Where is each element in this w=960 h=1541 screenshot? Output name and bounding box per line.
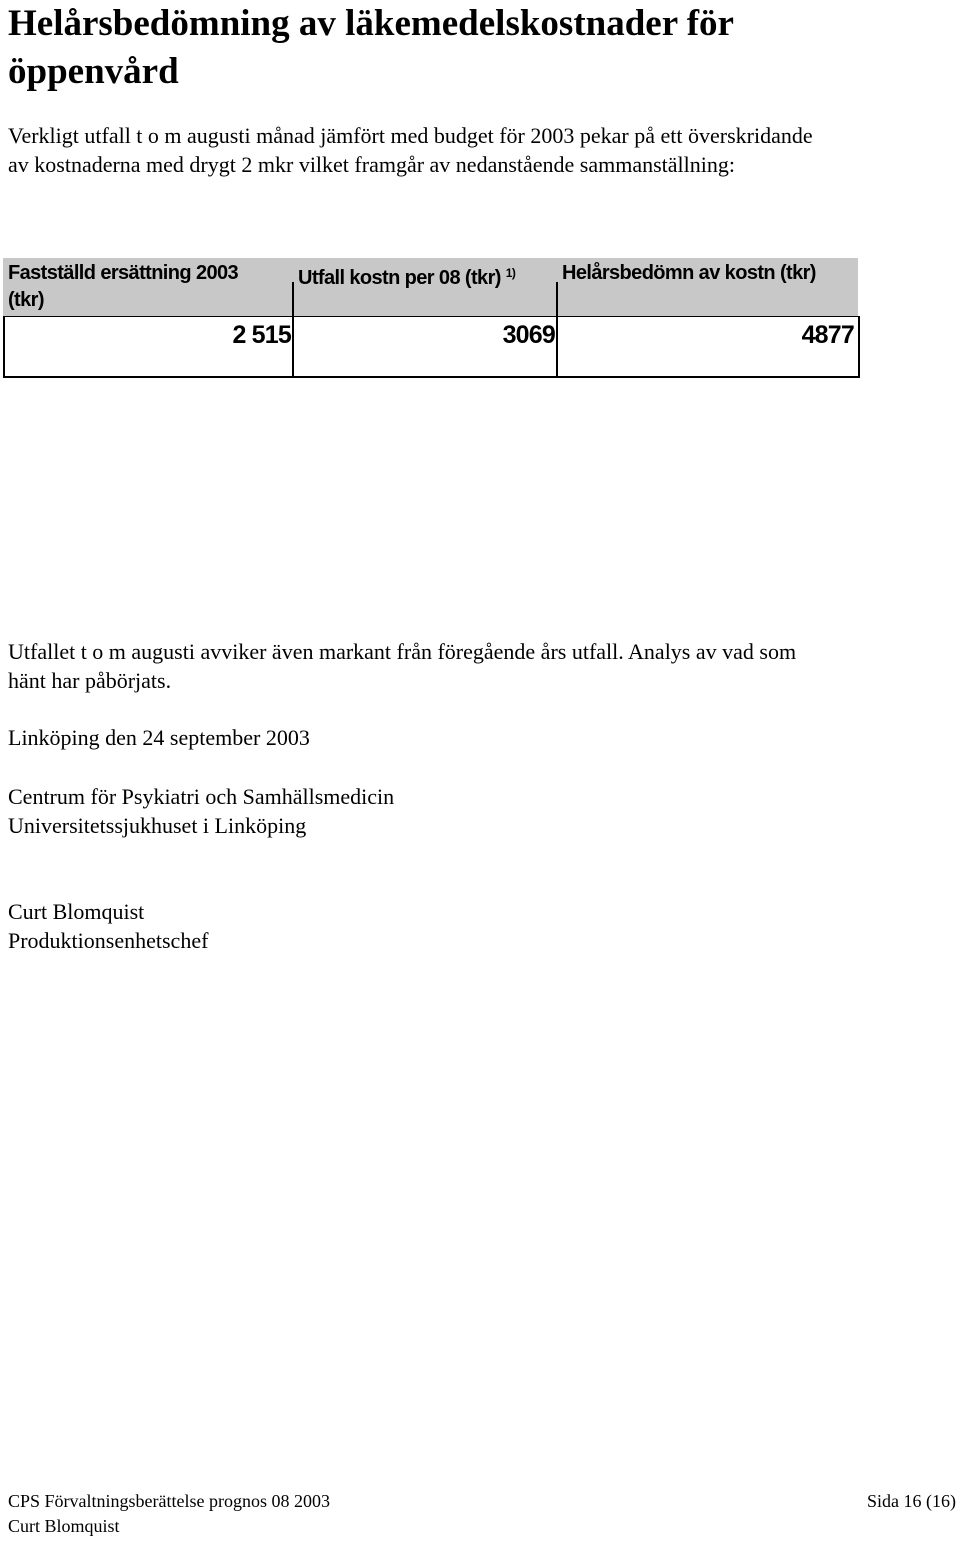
organization-block (8, 782, 948, 840)
dateline: Linköping den 24 september 2003 (8, 725, 310, 750)
column-divider-1 (292, 282, 294, 378)
footer-doc-title: CPS Förvaltningsberättelse prognos 08 2003 (8, 1491, 330, 1511)
org-line-2: Universitetssjukhuset i Linköping (8, 813, 307, 838)
signer-title: Produktionsenhetschef (8, 928, 209, 953)
page-number: Sida 16 (16) (867, 1491, 956, 1511)
value-utfall-kostn: 3069 (502, 321, 555, 349)
header-2-footnote: 1) (505, 266, 516, 280)
value-helarsbedomn: 4877 (801, 321, 854, 349)
value-fastalld-ersattning: 2 515 (232, 321, 291, 349)
signature-block (8, 897, 948, 955)
header-fastalld-ersattning (8, 260, 288, 314)
title-line-2: öppenvård (8, 51, 179, 92)
page-footer (8, 1489, 960, 1539)
org-line-1: Centrum för Psykiatri och Samhällsmedicin (8, 784, 395, 809)
intro-paragraph (8, 121, 948, 179)
intro-line-2: av kostnaderna med drygt 2 mkr vilket framgår av nedanstående sammanställning: (8, 152, 735, 177)
header-helarsbedomn (562, 260, 856, 287)
intro-line-1: Verkligt utfall t o m augusti månad jämfört med budget för 2003 pekar på ett överskridande (8, 123, 813, 148)
row-divider (5, 316, 858, 317)
header-3-label: Helårsbedömn av kostn (tkr) (562, 262, 816, 284)
document-title (8, 0, 948, 96)
title-line-1: Helårsbedömning av läkemedelskostnader för (8, 3, 734, 44)
signer-name: Curt Blomquist (8, 899, 145, 924)
header-1-line-2: (tkr) (8, 289, 44, 311)
footer-author: Curt Blomquist (8, 1516, 120, 1536)
cost-summary-table (3, 258, 858, 378)
column-divider-2 (556, 282, 558, 378)
header-2-label: Utfall kostn per 08 (tkr) (298, 267, 501, 289)
summary-line-1: Utfallet t o m augusti avviker även markant från föregående års utfall. Analys av vad som (8, 639, 797, 664)
summary-paragraph (8, 637, 948, 695)
header-1-line-1: Fastställd ersättning 2003 (8, 262, 239, 284)
header-utfall-kostn (298, 260, 558, 292)
summary-line-2: hänt har påbörjats. (8, 668, 172, 693)
